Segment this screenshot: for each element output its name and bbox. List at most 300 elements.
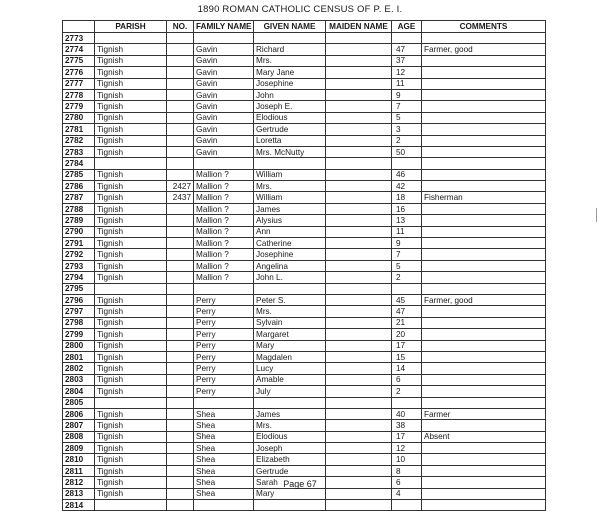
- cell-no: [167, 329, 194, 340]
- header-record-number: [63, 21, 95, 33]
- cell-parish: Tignish: [95, 55, 167, 66]
- cell-no: [167, 215, 194, 226]
- cell-parish: Tignish: [95, 135, 167, 146]
- cell-parish: Tignish: [95, 169, 167, 180]
- cell-no: [167, 135, 194, 146]
- table-row: [63, 283, 546, 294]
- cell-age: 7: [392, 249, 422, 260]
- cell-maiden-name: [326, 55, 392, 66]
- cell-parish: Tignish: [95, 124, 167, 135]
- page-footer: Page 67: [283, 479, 317, 489]
- cell-family-name: Perry: [194, 317, 254, 328]
- table-row: [63, 260, 546, 271]
- cell-record-number: 2782: [63, 135, 95, 146]
- cell-no: [167, 465, 194, 476]
- cell-record-number: 2787: [63, 192, 95, 203]
- cell-age: 14: [392, 363, 422, 374]
- cell-no: [167, 44, 194, 55]
- cell-maiden-name: [326, 112, 392, 123]
- table-row: [63, 420, 546, 431]
- cell-age: 15: [392, 351, 422, 362]
- cell-comments: [422, 215, 546, 226]
- cell-record-number: 2783: [63, 146, 95, 157]
- cell-record-number: 2807: [63, 420, 95, 431]
- cell-age: 13: [392, 215, 422, 226]
- cell-maiden-name: [326, 181, 392, 192]
- table-row: [63, 181, 546, 192]
- table-row: [63, 317, 546, 328]
- cell-given-name: Richard: [254, 44, 326, 55]
- table-row: [63, 215, 546, 226]
- cell-maiden-name: [326, 78, 392, 89]
- census-table: [62, 20, 546, 511]
- header-comments: COMMENTS: [422, 21, 546, 33]
- cell-maiden-name: [326, 89, 392, 100]
- cell-comments: [422, 363, 546, 374]
- cell-family-name: Shea: [194, 408, 254, 419]
- table-row: [63, 55, 546, 66]
- cell-age: 38: [392, 420, 422, 431]
- cell-record-number: 2796: [63, 294, 95, 305]
- cell-family-name: Mallion ?: [194, 226, 254, 237]
- cell-comments: [422, 89, 546, 100]
- cell-no: [167, 89, 194, 100]
- cell-given-name: Lucy: [254, 363, 326, 374]
- cell-record-number: 2779: [63, 101, 95, 112]
- cell-given-name: Mrs.: [254, 420, 326, 431]
- cell-age: 47: [392, 306, 422, 317]
- cell-family-name: [194, 397, 254, 408]
- table-row: [63, 465, 546, 476]
- table-row: [63, 408, 546, 419]
- cell-age: 17: [392, 340, 422, 351]
- cell-family-name: Mallion ?: [194, 181, 254, 192]
- cell-no: [167, 101, 194, 112]
- cell-comments: [422, 374, 546, 385]
- cell-given-name: James: [254, 203, 326, 214]
- cell-given-name: Peter S.: [254, 294, 326, 305]
- cell-given-name: Elodious: [254, 431, 326, 442]
- table-row: [63, 454, 546, 465]
- cell-no: [167, 78, 194, 89]
- cell-record-number: 2797: [63, 306, 95, 317]
- cell-record-number: 2775: [63, 55, 95, 66]
- cell-parish: Tignish: [95, 89, 167, 100]
- table-row: [63, 135, 546, 146]
- cell-record-number: 2806: [63, 408, 95, 419]
- cell-age: 11: [392, 226, 422, 237]
- cell-given-name: Elodious: [254, 112, 326, 123]
- cell-record-number: 2791: [63, 238, 95, 249]
- table-row: [63, 249, 546, 260]
- cell-no: [167, 363, 194, 374]
- cell-no: [167, 340, 194, 351]
- cell-no: [167, 306, 194, 317]
- cell-no: [167, 67, 194, 78]
- cell-given-name: Angelina: [254, 260, 326, 271]
- cell-maiden-name: [326, 44, 392, 55]
- cell-parish: [95, 283, 167, 294]
- cell-parish: Tignish: [95, 420, 167, 431]
- cell-record-number: 2781: [63, 124, 95, 135]
- cell-age: 5: [392, 260, 422, 271]
- cell-parish: [95, 397, 167, 408]
- cell-age: 21: [392, 317, 422, 328]
- cell-given-name: Magdalen: [254, 351, 326, 362]
- cell-comments: Absent: [422, 431, 546, 442]
- cell-no: [167, 238, 194, 249]
- cell-parish: Tignish: [95, 294, 167, 305]
- cell-record-number: 2814: [63, 500, 95, 511]
- cell-maiden-name: [326, 294, 392, 305]
- cell-given-name: William: [254, 192, 326, 203]
- cell-family-name: Shea: [194, 477, 254, 488]
- cell-family-name: Mallion ?: [194, 169, 254, 180]
- cell-parish: Tignish: [95, 112, 167, 123]
- cell-parish: Tignish: [95, 44, 167, 55]
- cell-family-name: Mallion ?: [194, 203, 254, 214]
- cell-age: 46: [392, 169, 422, 180]
- table-row: [63, 101, 546, 112]
- cell-given-name: [254, 158, 326, 169]
- cell-parish: Tignish: [95, 443, 167, 454]
- table-row: [63, 124, 546, 135]
- cell-parish: Tignish: [95, 146, 167, 157]
- cell-family-name: Perry: [194, 374, 254, 385]
- cell-no: [167, 112, 194, 123]
- cell-age: 6: [392, 374, 422, 385]
- cell-given-name: Sylvain: [254, 317, 326, 328]
- cell-maiden-name: [326, 169, 392, 180]
- cell-record-number: 2810: [63, 454, 95, 465]
- cell-record-number: 2777: [63, 78, 95, 89]
- cell-parish: Tignish: [95, 465, 167, 476]
- cell-no: [167, 351, 194, 362]
- table-row: [63, 67, 546, 78]
- cell-parish: Tignish: [95, 215, 167, 226]
- cell-no: [167, 317, 194, 328]
- census-body: [63, 33, 546, 511]
- table-row: [63, 44, 546, 55]
- table-row: [63, 363, 546, 374]
- cell-family-name: [194, 33, 254, 44]
- cell-parish: [95, 33, 167, 44]
- cell-no: [167, 397, 194, 408]
- cell-record-number: 2788: [63, 203, 95, 214]
- cell-parish: Tignish: [95, 374, 167, 385]
- cell-maiden-name: [326, 249, 392, 260]
- cell-maiden-name: [326, 340, 392, 351]
- cell-comments: [422, 181, 546, 192]
- cell-maiden-name: [326, 363, 392, 374]
- table-row: [63, 78, 546, 89]
- table-row: [63, 158, 546, 169]
- cell-family-name: Gavin: [194, 67, 254, 78]
- cell-given-name: [254, 33, 326, 44]
- cell-comments: [422, 260, 546, 271]
- cell-no: [167, 500, 194, 511]
- cell-comments: [422, 135, 546, 146]
- cell-maiden-name: [326, 226, 392, 237]
- cell-no: [167, 55, 194, 66]
- cell-age: 12: [392, 67, 422, 78]
- cell-maiden-name: [326, 203, 392, 214]
- cell-comments: Fisherman: [422, 192, 546, 203]
- cell-record-number: 2784: [63, 158, 95, 169]
- cell-maiden-name: [326, 317, 392, 328]
- cell-parish: Tignish: [95, 386, 167, 397]
- cell-record-number: 2804: [63, 386, 95, 397]
- cell-given-name: Loretta: [254, 135, 326, 146]
- cell-family-name: [194, 500, 254, 511]
- cell-comments: [422, 158, 546, 169]
- header-age: AGE: [392, 21, 422, 33]
- cell-comments: [422, 283, 546, 294]
- table-row: [63, 192, 546, 203]
- cell-no: 2437: [167, 192, 194, 203]
- header-parish: PARISH: [95, 21, 167, 33]
- table-row: [63, 386, 546, 397]
- table-row: [63, 272, 546, 283]
- cell-family-name: Perry: [194, 351, 254, 362]
- cell-age: 2: [392, 386, 422, 397]
- cell-given-name: [254, 397, 326, 408]
- cell-no: 2427: [167, 181, 194, 192]
- cell-age: 2: [392, 272, 422, 283]
- cell-given-name: Mrs.: [254, 55, 326, 66]
- cell-comments: [422, 112, 546, 123]
- cell-given-name: Sarah: [254, 477, 326, 488]
- table-row: [63, 112, 546, 123]
- table-row: [63, 169, 546, 180]
- cell-age: 9: [392, 89, 422, 100]
- cell-given-name: John: [254, 89, 326, 100]
- cell-parish: Tignish: [95, 408, 167, 419]
- cell-parish: Tignish: [95, 226, 167, 237]
- cell-given-name: Gertrude: [254, 124, 326, 135]
- page-title: 1890 ROMAN CATHOLIC CENSUS OF P. E. I.: [197, 4, 403, 15]
- cell-no: [167, 33, 194, 44]
- cell-maiden-name: [326, 146, 392, 157]
- cell-given-name: John L.: [254, 272, 326, 283]
- cell-maiden-name: [326, 397, 392, 408]
- cell-comments: [422, 78, 546, 89]
- cell-given-name: Mrs.: [254, 306, 326, 317]
- cell-maiden-name: [326, 443, 392, 454]
- table-row: [63, 89, 546, 100]
- cell-comments: [422, 500, 546, 511]
- cell-age: 3: [392, 124, 422, 135]
- cell-given-name: William: [254, 169, 326, 180]
- cell-given-name: James: [254, 408, 326, 419]
- cell-record-number: 2786: [63, 181, 95, 192]
- cell-parish: Tignish: [95, 203, 167, 214]
- cell-given-name: Mary: [254, 340, 326, 351]
- cell-given-name: Elizabeth: [254, 454, 326, 465]
- cell-age: [392, 500, 422, 511]
- cell-no: [167, 454, 194, 465]
- cell-record-number: 2805: [63, 397, 95, 408]
- cell-age: 37: [392, 55, 422, 66]
- cell-comments: [422, 124, 546, 135]
- cell-no: [167, 443, 194, 454]
- cell-comments: [422, 329, 546, 340]
- cell-maiden-name: [326, 33, 392, 44]
- cell-no: [167, 124, 194, 135]
- cell-age: 20: [392, 329, 422, 340]
- cell-family-name: Gavin: [194, 124, 254, 135]
- cell-family-name: Perry: [194, 386, 254, 397]
- table-row: [63, 238, 546, 249]
- cell-given-name: Ann: [254, 226, 326, 237]
- cell-comments: [422, 67, 546, 78]
- cell-family-name: Shea: [194, 431, 254, 442]
- cell-maiden-name: [326, 135, 392, 146]
- cell-age: 2: [392, 135, 422, 146]
- cell-parish: [95, 158, 167, 169]
- cell-age: 16: [392, 203, 422, 214]
- cell-family-name: Mallion ?: [194, 192, 254, 203]
- cell-given-name: Mary: [254, 488, 326, 499]
- header-row: [63, 21, 546, 33]
- cell-comments: [422, 386, 546, 397]
- cell-record-number: 2780: [63, 112, 95, 123]
- cell-comments: [422, 169, 546, 180]
- margin-mark: [596, 208, 599, 222]
- cell-family-name: Gavin: [194, 55, 254, 66]
- cell-comments: [422, 55, 546, 66]
- cell-no: [167, 226, 194, 237]
- cell-record-number: 2799: [63, 329, 95, 340]
- table-row: [63, 374, 546, 385]
- cell-age: 47: [392, 44, 422, 55]
- cell-maiden-name: [326, 306, 392, 317]
- cell-family-name: Gavin: [194, 146, 254, 157]
- table-row: [63, 431, 546, 442]
- cell-given-name: Joseph E.: [254, 101, 326, 112]
- cell-given-name: [254, 283, 326, 294]
- cell-parish: Tignish: [95, 351, 167, 362]
- cell-given-name: Josephine: [254, 78, 326, 89]
- cell-age: 7: [392, 101, 422, 112]
- cell-no: [167, 260, 194, 271]
- cell-given-name: Joseph: [254, 443, 326, 454]
- cell-comments: [422, 306, 546, 317]
- cell-record-number: 2802: [63, 363, 95, 374]
- cell-age: 42: [392, 181, 422, 192]
- cell-maiden-name: [326, 420, 392, 431]
- table-row: [63, 146, 546, 157]
- cell-parish: Tignish: [95, 101, 167, 112]
- cell-age: 6: [392, 477, 422, 488]
- cell-record-number: 2800: [63, 340, 95, 351]
- cell-record-number: 2812: [63, 477, 95, 488]
- cell-comments: [422, 397, 546, 408]
- cell-no: [167, 431, 194, 442]
- table-row: [63, 351, 546, 362]
- cell-record-number: 2789: [63, 215, 95, 226]
- cell-no: [167, 386, 194, 397]
- table-row: [63, 340, 546, 351]
- cell-comments: [422, 340, 546, 351]
- cell-family-name: Shea: [194, 443, 254, 454]
- cell-parish: Tignish: [95, 317, 167, 328]
- table-row: [63, 306, 546, 317]
- header-no: NO.: [167, 21, 194, 33]
- cell-comments: [422, 238, 546, 249]
- cell-age: 8: [392, 465, 422, 476]
- cell-parish: Tignish: [95, 454, 167, 465]
- cell-age: 50: [392, 146, 422, 157]
- cell-age: 11: [392, 78, 422, 89]
- cell-record-number: 2803: [63, 374, 95, 385]
- cell-family-name: Mallion ?: [194, 260, 254, 271]
- cell-family-name: Mallion ?: [194, 215, 254, 226]
- header-given-name: GIVEN NAME: [254, 21, 326, 33]
- cell-parish: Tignish: [95, 272, 167, 283]
- cell-record-number: 2808: [63, 431, 95, 442]
- cell-parish: Tignish: [95, 340, 167, 351]
- cell-maiden-name: [326, 238, 392, 249]
- cell-no: [167, 203, 194, 214]
- cell-age: [392, 283, 422, 294]
- cell-parish: Tignish: [95, 363, 167, 374]
- cell-record-number: 2801: [63, 351, 95, 362]
- cell-comments: [422, 203, 546, 214]
- cell-parish: Tignish: [95, 67, 167, 78]
- cell-parish: Tignish: [95, 192, 167, 203]
- cell-family-name: [194, 283, 254, 294]
- cell-maiden-name: [326, 408, 392, 419]
- cell-parish: [95, 500, 167, 511]
- table-row: [63, 33, 546, 44]
- cell-no: [167, 249, 194, 260]
- table-row: [63, 397, 546, 408]
- cell-age: 4: [392, 488, 422, 499]
- cell-family-name: Perry: [194, 306, 254, 317]
- cell-family-name: [194, 158, 254, 169]
- cell-parish: Tignish: [95, 260, 167, 271]
- cell-record-number: 2778: [63, 89, 95, 100]
- cell-given-name: July: [254, 386, 326, 397]
- cell-parish: Tignish: [95, 431, 167, 442]
- cell-family-name: Shea: [194, 488, 254, 499]
- cell-comments: Farmer: [422, 408, 546, 419]
- cell-comments: [422, 317, 546, 328]
- cell-family-name: Shea: [194, 465, 254, 476]
- cell-parish: Tignish: [95, 488, 167, 499]
- cell-maiden-name: [326, 67, 392, 78]
- cell-family-name: Gavin: [194, 78, 254, 89]
- cell-record-number: 2793: [63, 260, 95, 271]
- cell-maiden-name: [326, 386, 392, 397]
- cell-given-name: Gertrude: [254, 465, 326, 476]
- cell-maiden-name: [326, 192, 392, 203]
- cell-maiden-name: [326, 351, 392, 362]
- cell-record-number: 2798: [63, 317, 95, 328]
- cell-maiden-name: [326, 431, 392, 442]
- cell-parish: Tignish: [95, 306, 167, 317]
- cell-maiden-name: [326, 500, 392, 511]
- cell-given-name: Amable: [254, 374, 326, 385]
- cell-age: 45: [392, 294, 422, 305]
- cell-comments: [422, 454, 546, 465]
- cell-age: 18: [392, 192, 422, 203]
- cell-family-name: Mallion ?: [194, 249, 254, 260]
- cell-comments: Farmer, good: [422, 44, 546, 55]
- cell-no: [167, 169, 194, 180]
- cell-no: [167, 374, 194, 385]
